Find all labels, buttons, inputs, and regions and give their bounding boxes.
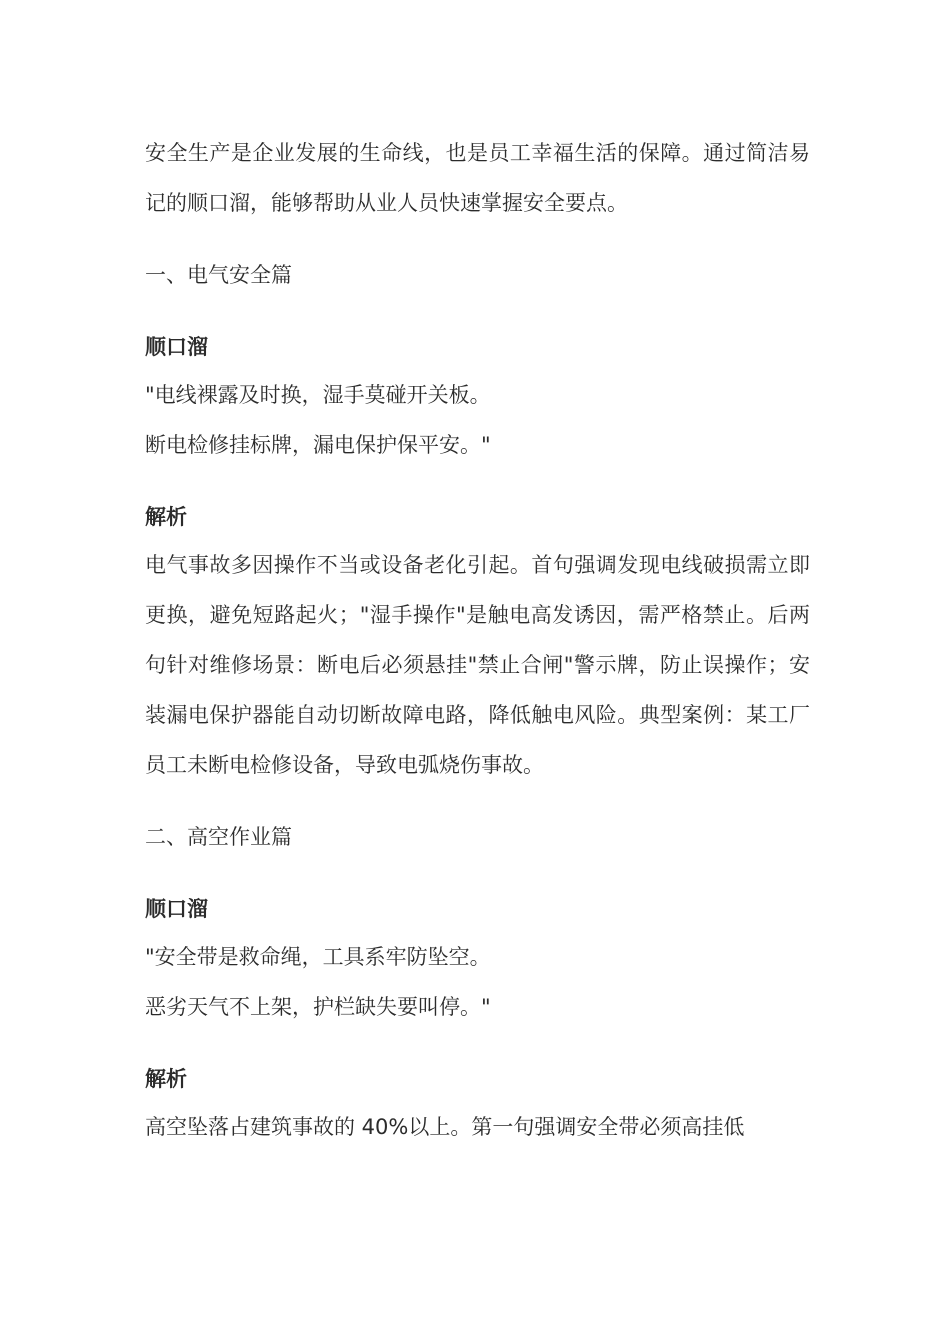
section-title: 一、电气安全篇: [145, 263, 292, 287]
analysis-paragraph: 高空坠落占建筑事故的 40%以上。第一句强调安全带必须高挂低: [145, 1115, 745, 1139]
rhyme-heading: 顺口溜: [145, 335, 208, 359]
document-body: [145, 128, 810, 1152]
analysis-heading: 解析: [145, 1067, 187, 1091]
analysis-heading: 解析: [145, 505, 187, 529]
section-title: 二、高空作业篇: [145, 825, 292, 849]
section-work-at-height: [145, 812, 810, 1152]
intro-paragraph: 安全生产是企业发展的生命线，也是员工幸福生活的保障。通过简洁易记的顺口溜，能够帮助从业人员快速掌握安全要点。: [145, 141, 810, 215]
analysis-paragraph: 电气事故多因操作不当或设备老化引起。首句强调发现电线破损需立即更换，避免短路起火；"湿手操作"是触电高发诱因，需严格禁止。后两句针对维修场景：断电后必须悬挂"禁止合闸"警示牌，防止误操作；安装漏电保护器能自动切断故障电路，降低触电风险。典型案例：某工厂员工未断电检修设备，导致电弧烧伤事故。: [145, 553, 810, 777]
rhyme-line: 恶劣天气不上架，护栏缺失要叫停。": [145, 995, 491, 1019]
rhyme-line: "安全带是救命绳，工具系牢防坠空。: [145, 945, 491, 969]
section-electrical: [145, 250, 810, 790]
rhyme-line: 断电检修挂标牌，漏电保护保平安。": [145, 433, 491, 457]
rhyme-heading: 顺口溜: [145, 897, 208, 921]
rhyme-line: "电线裸露及时换，湿手莫碰开关板。: [145, 383, 491, 407]
